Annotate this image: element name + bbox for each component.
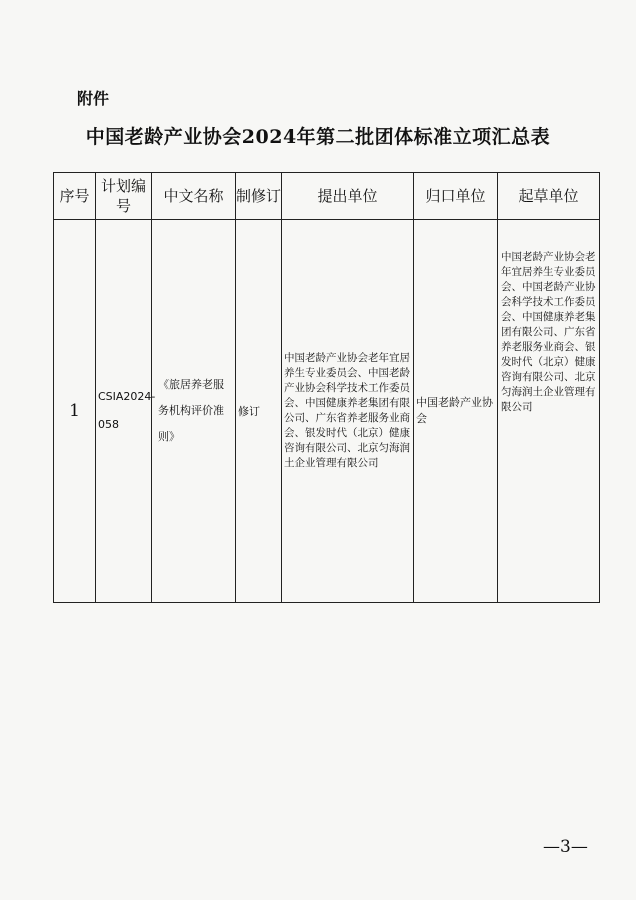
col-header-plan-no: 计划编号 [96,173,152,220]
col-header-centralizer: 归口单位 [414,173,498,220]
table-header-row [54,173,600,220]
col-header-name: 中文名称 [152,173,236,220]
standards-table [53,172,600,603]
attachment-label: 附件 [77,89,110,108]
cell-name: 《旅居养老服务机构评价准则》 [152,220,236,603]
col-header-seq: 序号 [54,173,96,220]
col-header-type: 制修订 [236,173,282,220]
col-header-drafters: 起草单位 [498,173,600,220]
cell-plan-no: CSIA2024-058 [96,220,152,603]
cell-proposer: 中国老龄产业协会老年宜居养生专业委员会、中国老龄产业协会科学技术工作委员会、中国健康养老集团有限公司、广东省养老服务业商会、银发时代（北京）健康咨询有限公司、北京匀海润土企业管理有限公司 [282,220,414,603]
document-title: 中国老龄产业协会2024年第二批团体标准立项汇总表 [85,126,551,148]
cell-centralizer: 中国老龄产业协会 [414,220,498,603]
table-row [54,220,600,603]
col-header-proposer: 提出单位 [282,173,414,220]
cell-seq: 1 [54,220,96,603]
page-number: —3— [543,837,588,857]
cell-drafters: 中国老龄产业协会老年宜居养生专业委员会、中国老龄产业协会科学技术工作委员会、中国健康养老集团有限公司、广东省养老服务业商会、银发时代（北京）健康咨询有限公司、北京匀海润土企业管理有限公司 [498,220,600,603]
cell-type: 修订 [236,220,282,603]
